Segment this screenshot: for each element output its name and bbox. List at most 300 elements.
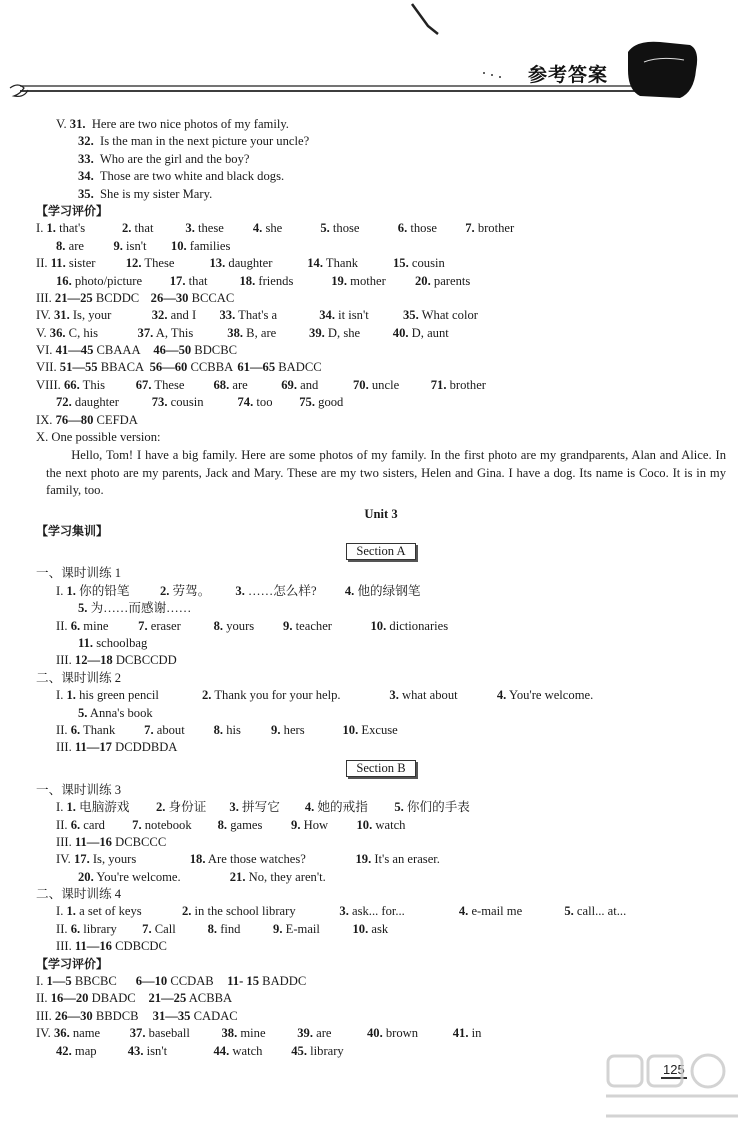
answer-text: II.	[36, 256, 51, 271]
question-number: 11.	[78, 635, 94, 650]
question-number: 72.	[56, 395, 72, 410]
answer-line	[36, 342, 726, 359]
question-number: 40.	[392, 325, 409, 340]
answer-text: ACBBA	[186, 991, 233, 1006]
question-number: 2.	[201, 688, 212, 703]
question-number: 3.	[389, 688, 399, 703]
answer-text: CADAC	[190, 1008, 238, 1023]
answer-text: that's	[55, 221, 86, 236]
answer-text: No, they aren't.	[245, 869, 326, 884]
question-number: 31.	[53, 308, 70, 323]
answer-text: I.	[36, 974, 47, 989]
answer-text: DCBCCC	[111, 834, 167, 849]
question-number: 56—60	[149, 360, 188, 375]
answer-text: C, his	[65, 325, 99, 340]
question-number: 10.	[170, 238, 187, 253]
answer-text: that	[131, 221, 154, 236]
answer-text: B, are	[243, 325, 277, 340]
question-number: 39.	[297, 1026, 313, 1041]
answer-text: dictionaries	[386, 618, 449, 633]
answer-line	[36, 739, 726, 756]
question-number: 10.	[342, 722, 359, 737]
answer-line	[36, 687, 726, 704]
answer-line	[36, 670, 726, 687]
question-number: 69.	[281, 377, 297, 392]
answer-text: call... at...	[573, 904, 627, 919]
question-number: 31—35	[152, 1008, 191, 1023]
answer-line	[36, 394, 726, 411]
question-number: 6.	[70, 618, 81, 633]
question-number: 1.	[46, 221, 56, 236]
answer-text: find	[217, 921, 241, 936]
question-number: 16—20	[50, 991, 89, 1006]
answer-line	[36, 290, 726, 307]
question-number: 21.	[229, 869, 246, 884]
question-number: 5.	[78, 705, 88, 720]
section-heading	[36, 757, 726, 782]
answer-text: e-mail me	[468, 904, 523, 919]
answer-text: CBAAA	[93, 343, 141, 358]
question-number: 11- 15	[227, 974, 260, 989]
answer-line	[36, 255, 726, 272]
answer-text: library	[80, 921, 117, 936]
question-number: 11.	[50, 256, 66, 271]
question-number: 15.	[393, 256, 409, 271]
question-number: 39.	[309, 325, 325, 340]
question-number: 9.	[113, 238, 123, 253]
answer-text: II.	[56, 817, 71, 832]
question-number: 2.	[121, 221, 132, 236]
answer-line	[36, 886, 726, 903]
answer-line	[36, 956, 726, 973]
question-number: 41.	[452, 1026, 469, 1041]
answer-text: You're welcome.	[93, 869, 181, 884]
question-number: 4.	[496, 688, 507, 703]
answer-text: those	[329, 221, 360, 236]
answer-text: those	[407, 221, 437, 236]
question-number: 4.	[252, 221, 263, 236]
question-number: 40.	[366, 1026, 383, 1041]
question-number: 9.	[283, 618, 293, 633]
question-number: 11—17	[74, 740, 112, 755]
question-number: 26—30	[54, 1008, 93, 1023]
answer-line	[36, 523, 726, 540]
question-number: 26—30	[150, 290, 189, 305]
answer-text: It's an eraser.	[371, 852, 440, 867]
answer-text: This	[79, 377, 106, 392]
question-number: 51—55	[59, 360, 98, 375]
answer-text: 你们的手表	[403, 800, 470, 815]
answer-text: III.	[56, 834, 75, 849]
answer-text: and	[296, 377, 319, 392]
answer-text: card	[80, 817, 105, 832]
question-number: 10.	[356, 817, 373, 832]
answer-text: She is my sister Mary.	[93, 186, 213, 201]
question-number: 34.	[319, 308, 335, 323]
question-number: 8.	[207, 921, 218, 936]
section-heading	[36, 540, 726, 565]
question-number: 31.	[69, 117, 86, 131]
answer-text: sister	[65, 256, 96, 271]
answer-line	[36, 834, 726, 851]
answer-text: notebook	[141, 817, 192, 832]
answer-text: 劳驾。	[169, 583, 211, 598]
question-number: 6.	[70, 722, 81, 737]
answer-text: DCDDBDA	[111, 740, 178, 755]
question-number: Unit 3	[364, 506, 398, 521]
question-number: 8.	[213, 618, 224, 633]
answer-text: that	[185, 273, 208, 288]
answer-line	[36, 220, 726, 237]
answer-line	[36, 429, 726, 446]
answer-text: II.	[56, 722, 71, 737]
question-number: 34.	[78, 169, 94, 184]
question-number: 67.	[135, 377, 152, 392]
answer-text: brown	[382, 1026, 419, 1041]
question-number: 10.	[370, 618, 387, 633]
answer-text: mine	[237, 1026, 266, 1041]
answer-text: cousin	[167, 395, 204, 410]
answer-text: Thank you for your help.	[211, 688, 341, 703]
question-number: 16.	[56, 273, 72, 288]
answer-text: Is the man in the next picture your uncle?	[93, 134, 310, 149]
question-number: 7.	[138, 618, 148, 633]
question-number: 12.	[125, 256, 142, 271]
answer-text: IX.	[36, 412, 56, 427]
answer-line	[36, 1025, 726, 1042]
answer-text: Is, yours	[89, 852, 137, 867]
question-number: 73.	[151, 395, 168, 410]
answer-line	[36, 799, 726, 816]
question-number: 6.	[397, 221, 408, 236]
answer-text: I.	[56, 688, 67, 703]
answer-line	[36, 600, 726, 617]
answer-text: VIII.	[36, 377, 64, 392]
question-number: 10.	[352, 921, 369, 936]
answer-text: I.	[36, 221, 47, 236]
answer-text: I.	[56, 800, 67, 815]
answer-line	[36, 238, 726, 255]
question-number: 32.	[78, 134, 94, 149]
answer-text: parents	[430, 273, 471, 288]
question-number: 7.	[465, 221, 475, 236]
essay-paragraph: Hello, Tom! I have a big family. Here are some photos of my family. In the first photo are my grandparents, Alan and Alice. In the next photo are my parents, Jack and Mary. These are my two sisters, Helen and Gina. I have a dog. Its name is Coco. It is in my family, too.	[46, 448, 726, 498]
answer-text: IV.	[36, 308, 54, 323]
unit-heading	[36, 506, 726, 523]
answer-text: too	[253, 395, 273, 410]
answer-line	[36, 273, 726, 290]
answer-line	[36, 817, 726, 834]
question-number: 3.	[235, 583, 245, 598]
answer-text: 拼写它	[238, 800, 280, 815]
question-number: 71.	[430, 377, 447, 392]
question-number: 3.	[229, 800, 239, 815]
question-number: 33.	[219, 308, 236, 323]
question-number: 6—10	[135, 974, 168, 989]
question-number: 20.	[415, 273, 431, 288]
answer-text: CDBCDC	[111, 939, 167, 954]
answer-text: hers	[280, 722, 305, 737]
question-number: 4.	[304, 800, 315, 815]
question-number: 2.	[155, 800, 166, 815]
answer-text: These	[151, 377, 185, 392]
answer-text: about	[153, 722, 185, 737]
answer-line	[36, 973, 726, 990]
answer-line	[36, 903, 726, 920]
header-decoration	[0, 0, 750, 100]
answer-text: and I	[167, 308, 197, 323]
question-number: 33.	[78, 151, 94, 166]
question-number: 38.	[221, 1026, 238, 1041]
answer-text: I.	[56, 583, 67, 598]
question-number: 19.	[355, 852, 372, 867]
question-number: 11—16	[74, 939, 112, 954]
question-number: 6.	[70, 817, 81, 832]
answer-text: A, This	[153, 325, 194, 340]
question-number: 44.	[213, 1043, 230, 1058]
answer-text: 为……而感谢……	[87, 601, 192, 616]
question-number: 75.	[299, 395, 315, 410]
question-number: 8.	[56, 238, 66, 253]
tag-icon	[628, 42, 697, 98]
answer-text: watch	[229, 1043, 263, 1058]
question-number: 9.	[291, 817, 301, 832]
question-number: 38.	[227, 325, 244, 340]
answer-text: ask... for...	[348, 904, 405, 919]
answer-text: are	[312, 1026, 332, 1041]
question-number: 7.	[144, 722, 154, 737]
answer-text: map	[71, 1043, 97, 1058]
answer-text: III.	[36, 1008, 55, 1023]
question-number: 7.	[142, 921, 152, 936]
question-number: 41—45	[55, 343, 94, 358]
answer-text: are	[229, 377, 248, 392]
answer-text: brother	[446, 377, 486, 392]
answer-text: CCDAB	[167, 974, 214, 989]
question-number: 70.	[352, 377, 369, 392]
answer-text: cousin	[408, 256, 445, 271]
section-label: Section A	[346, 543, 415, 560]
answer-text: II.	[56, 921, 71, 936]
answer-text: D, aunt	[408, 325, 449, 340]
answer-line	[36, 1008, 726, 1025]
answer-text: 她的戒指	[314, 800, 368, 815]
question-number: 2.	[159, 583, 170, 598]
answer-text: BDCBC	[191, 343, 237, 358]
answer-text: X. One possible version:	[36, 430, 161, 445]
answer-line	[36, 186, 726, 203]
answer-line	[36, 938, 726, 955]
answer-text: Excuse	[358, 722, 398, 737]
answer-text: ask	[368, 921, 389, 936]
question-number: 4.	[458, 904, 469, 919]
answer-text: 一、课时训练 3	[36, 782, 122, 797]
question-number: 14.	[307, 256, 323, 271]
question-number: 46—50	[153, 343, 192, 358]
answer-text: name	[69, 1026, 101, 1041]
answer-text: Here are two nice photos of my family.	[85, 117, 289, 131]
answer-text: I.	[56, 904, 67, 919]
answer-line	[36, 851, 726, 868]
answer-line	[36, 203, 726, 220]
answer-text: it isn't	[334, 308, 369, 323]
answer-text: yours	[223, 618, 255, 633]
question-number: 61—65	[237, 360, 276, 375]
answer-text: 一、课时训练 1	[36, 566, 122, 581]
question-number: 74.	[237, 395, 254, 410]
answer-text: good	[315, 395, 344, 410]
answer-text: Thank	[80, 722, 116, 737]
answer-text: Who are the girl and the boy?	[93, 151, 250, 166]
question-number: 32.	[151, 308, 168, 323]
question-number: 8.	[217, 817, 228, 832]
answer-text: 【学习评价】	[36, 203, 109, 218]
answer-line	[36, 412, 726, 429]
question-number: 5.	[564, 904, 574, 919]
answer-text: baseball	[145, 1026, 190, 1041]
answer-text: 二、课时训练 4	[36, 887, 122, 902]
question-number: 68.	[213, 377, 230, 392]
page-header-title: 参考答案	[528, 64, 609, 86]
answer-text: his green pencil	[75, 688, 159, 703]
answer-text: schoolbag	[93, 635, 148, 650]
answer-text: 你的铅笔	[75, 583, 130, 598]
answer-text: DBADC	[88, 991, 136, 1006]
answer-text: VI.	[36, 343, 56, 358]
answer-text: BCDDC	[92, 290, 140, 305]
answer-text: 他的绿钢笔	[354, 583, 421, 598]
question-number: 3.	[339, 904, 349, 919]
question-number: 43.	[127, 1043, 144, 1058]
answer-text: these	[194, 221, 224, 236]
answer-text: isn't	[143, 1043, 168, 1058]
answer-text: friends	[255, 273, 294, 288]
answer-text: Anna's book	[87, 705, 153, 720]
answer-text: mother	[347, 273, 386, 288]
answer-text: in the school library	[191, 904, 296, 919]
question-number: 17.	[169, 273, 186, 288]
answer-text: II.	[36, 991, 51, 1006]
answer-text: games	[227, 817, 263, 832]
question-number: 21—25	[54, 290, 93, 305]
answer-text: watch	[372, 817, 406, 832]
question-number: 20.	[78, 869, 94, 884]
answer-text: III.	[36, 290, 55, 305]
answer-text: CEFDA	[93, 412, 138, 427]
question-number: 5.	[78, 601, 88, 616]
answer-text: are	[65, 238, 84, 253]
question-number: 9.	[271, 722, 281, 737]
answer-text: Are those watches?	[205, 852, 306, 867]
answer-line	[36, 151, 726, 168]
answer-text: What color	[418, 308, 478, 323]
answer-line	[36, 133, 726, 150]
answer-text: library	[307, 1043, 344, 1058]
answer-text: Those are two white and black dogs.	[93, 169, 285, 184]
question-number: 76—80	[55, 412, 94, 427]
question-number: 4.	[344, 583, 355, 598]
answer-content	[36, 116, 726, 1060]
answer-text: IV.	[36, 1026, 54, 1041]
answer-text: in	[468, 1026, 482, 1041]
answer-text: V.	[36, 325, 50, 340]
question-number: 19.	[331, 273, 347, 288]
answer-text: 身份证	[165, 800, 207, 815]
watermark-logo	[600, 1050, 745, 1124]
question-number: 37.	[129, 1026, 146, 1041]
answer-text: IV.	[56, 852, 74, 867]
answer-text: CCBBA	[187, 360, 234, 375]
answer-text: 电脑游戏	[75, 800, 130, 815]
answer-text: teacher	[292, 618, 332, 633]
answer-line	[36, 782, 726, 799]
question-number: 13.	[209, 256, 226, 271]
question-number: 42.	[56, 1043, 72, 1058]
question-number: 1.	[66, 800, 76, 815]
question-number: 2.	[181, 904, 192, 919]
answer-line	[36, 652, 726, 669]
answer-text: That's a	[235, 308, 278, 323]
answer-text: a set of keys	[75, 904, 142, 919]
answer-text: 【学习评价】	[36, 956, 109, 971]
answer-text: BCCAC	[188, 290, 235, 305]
answer-text: V.	[56, 117, 70, 131]
answer-text: II.	[56, 618, 71, 633]
question-number: 21—25	[148, 991, 187, 1006]
question-number: 35.	[402, 308, 419, 323]
question-number: 18.	[189, 852, 206, 867]
answer-line	[36, 635, 726, 652]
answer-line	[36, 869, 726, 886]
question-number: 17.	[73, 852, 90, 867]
page-number: 125	[663, 1062, 685, 1077]
question-number: 9.	[273, 921, 283, 936]
question-number: 7.	[132, 817, 142, 832]
answer-text: isn't	[122, 238, 147, 253]
answer-text: his	[223, 722, 241, 737]
question-number: 3.	[185, 221, 195, 236]
answer-line	[36, 359, 726, 376]
question-number: 11—16	[74, 834, 112, 849]
answer-text: III.	[56, 653, 75, 668]
answer-text: E-mail	[282, 921, 320, 936]
answer-line	[36, 377, 726, 394]
question-number: 35.	[78, 186, 94, 201]
answer-text: BADDC	[259, 974, 307, 989]
answer-line	[36, 583, 726, 600]
answer-text: BBDCB	[92, 1008, 139, 1023]
answer-text: ……怎么样?	[244, 583, 317, 598]
answer-text: eraser	[147, 618, 181, 633]
answer-text: Is, your	[69, 308, 112, 323]
answer-text: Call	[151, 921, 176, 936]
question-number: 6.	[70, 921, 81, 936]
question-number: 1.	[66, 688, 76, 703]
answer-text: D, she	[324, 325, 361, 340]
answer-text: uncle	[368, 377, 400, 392]
answer-text: These	[141, 256, 175, 271]
question-number: 45.	[291, 1043, 307, 1058]
question-number: 8.	[213, 722, 224, 737]
answer-text: what about	[398, 688, 458, 703]
question-number: 1—5	[46, 974, 72, 989]
question-number: 37.	[137, 325, 154, 340]
answer-line	[36, 722, 726, 739]
answer-line	[36, 565, 726, 582]
answer-text: VII.	[36, 360, 60, 375]
answer-text: How	[300, 817, 329, 832]
answer-text: daughter	[225, 256, 273, 271]
